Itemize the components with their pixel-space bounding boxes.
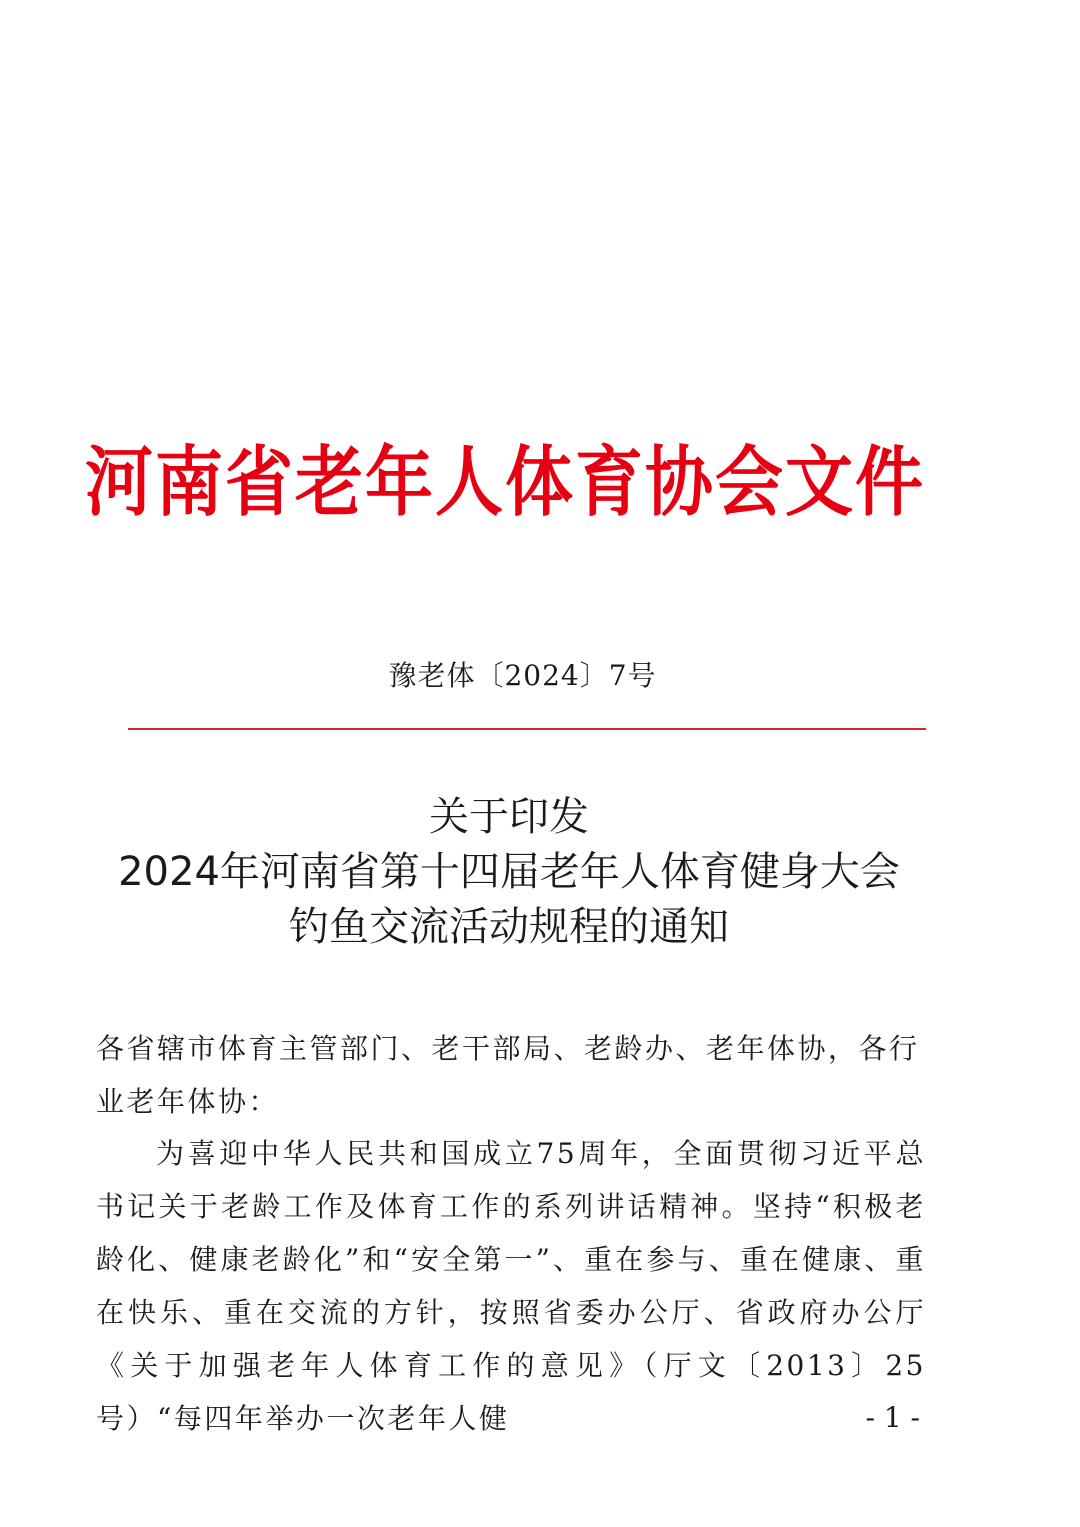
red-divider-line	[128, 728, 926, 730]
document-title	[0, 790, 1018, 955]
title-line: 钓鱼交流活动规程的通知	[289, 904, 729, 950]
letterhead-title: 河南省老年人体育协会文件	[84, 439, 925, 528]
title-line: 关于印发	[429, 794, 589, 840]
body-paragraph: 为喜迎中华人民共和国成立75周年，全面贯彻习近平总书记关于老龄工作及体育工作的系列讲话精神。坚持“积极老龄化、健康老龄化”和“安全第一”、重在参与、重在健康、重在快乐、重在交流的方针，按照省委办公厅、省政府办公厅《关于加强老年人体育工作的意见》（厅文〔2013〕25号）“每四年举办一次老年人健	[96, 1137, 926, 1435]
addressee-line: 各省辖市体育主管部门、老干部局、老龄办、老年体协，各行业老年体协：	[96, 1032, 920, 1118]
page-number: - 1 -	[865, 1401, 920, 1434]
document-number: 豫老体〔2024〕7号	[388, 659, 657, 692]
title-line: 2024年河南省第十四届老年人体育健身大会	[118, 849, 900, 895]
